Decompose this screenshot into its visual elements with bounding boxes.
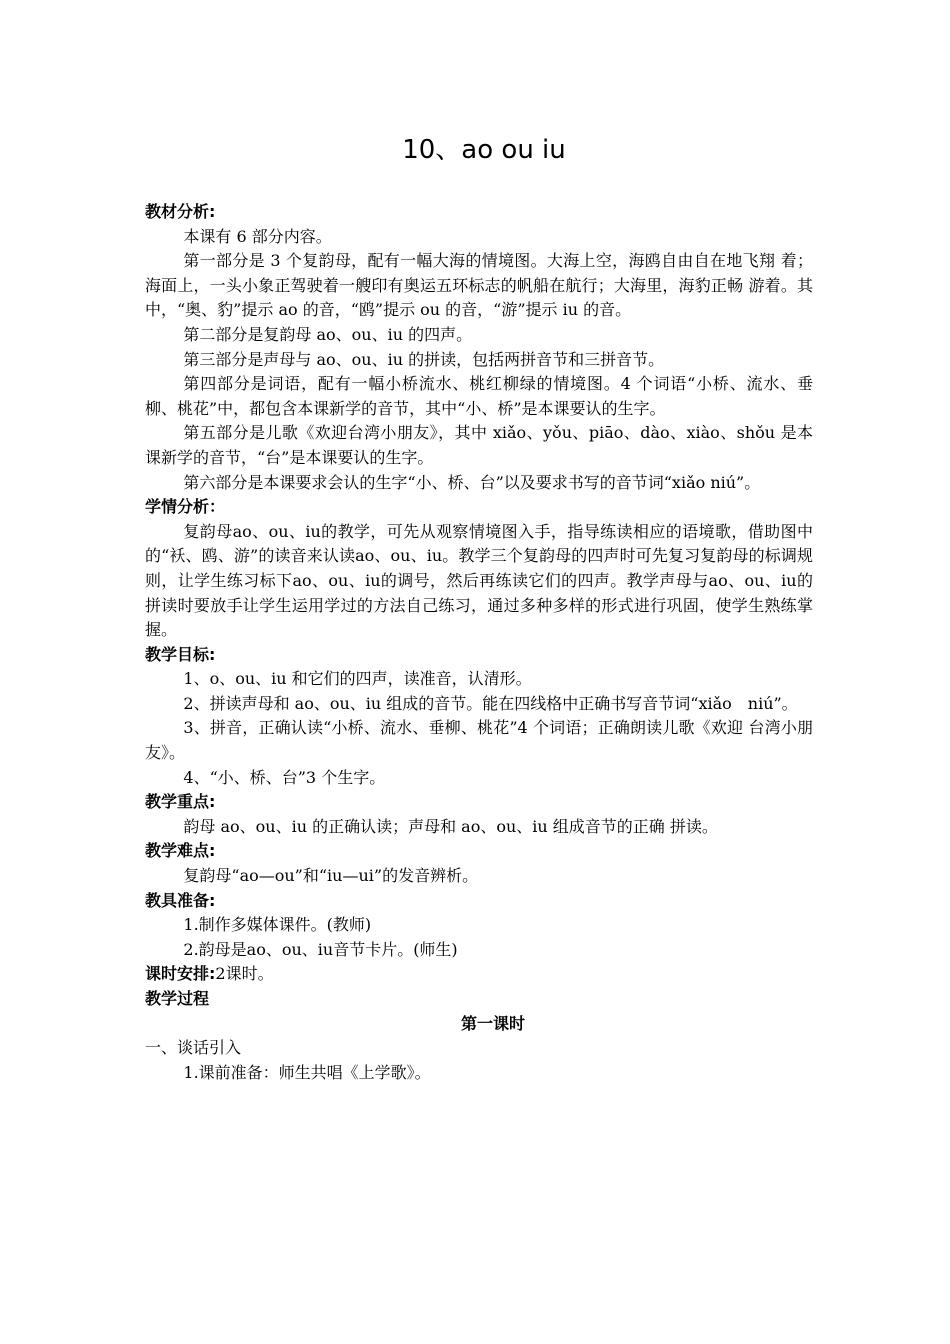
process-step: 一、谈话引入: [145, 1038, 242, 1058]
material-analysis-paragraph: 第一部分是 3 个复韵母，配有一幅大海的情境图。大海上空，海鸥自由自在地飞翔 着；海面上，一头小象正驾驶着一艘印有奥运五环标志的帆船在航行；大海里，海豹正畅 游着。其中，“奥、豹”提示 ao 的音，“鸥”提示 ou 的音，“游”提示 iu 的音。: [145, 251, 813, 320]
goal-item: 3、拼音，正确认读“小桥、流水、垂柳、桃花”4 个词语；正确朗读儿歌《欢迎 台湾小朋友》。: [145, 718, 813, 763]
key-points-paragraph: 韵母 ao、ou、iu 的正确认读；声母和 ao、ou、iu 组成音节的正确 拼读。: [183, 816, 718, 836]
material-analysis-paragraph: 第四部分是词语，配有一幅小桥流水、桃红柳绿的情境图。4 个词语“小桥、流水、垂柳、桃花”中，都包含本课新学的音节，其中“小、桥”是本课要认的生字。: [145, 374, 813, 418]
student-analysis-paragraph: 复韵母ao、ou、iu的教学，可先从观察情境图入手，指导练读相应的语境歌，借助图中的“袄、鸥、游”的读音来认读ao、ou、iu。教学三个复韵母的四声时可先复习复韵母的标调规则，让学生练习标下ao、ou、iu的调号，然后再练读它们的四声。教学声母与ao、ou、iu的拼读时要放手让学生运用学过的方法自己练习，通过多种多样的形式进行巩固，使学生熟练掌握。: [145, 521, 813, 640]
student-analysis-heading: 学情分析：: [145, 497, 226, 517]
materials-heading: 教具准备:: [145, 890, 216, 910]
key-points-heading: 教学重点:: [145, 792, 216, 812]
schedule-label: 课时安排:: [145, 964, 216, 984]
goals-heading: 教学目标:: [145, 644, 216, 664]
materials-item: 2.韵母是ao、ou、iu音节卡片。(师生): [183, 939, 458, 959]
material-analysis-paragraph: 第六部分是本课要求会认的生字“小、桥、台”以及要求书写的音节词“xiǎo niú”。: [183, 472, 761, 492]
difficulties-paragraph: 复韵母“ao—ou”和“iu—ui”的发音辨析。: [183, 866, 479, 886]
material-analysis-paragraph: 第二部分是复韵母 ao、ou、iu 的四声。: [183, 324, 473, 344]
goal-item: 4、“小、桥、台”3 个生字。: [183, 767, 386, 787]
difficulties-heading: 教学难点:: [145, 841, 216, 861]
document-title: 10、ao ou iu: [402, 135, 566, 165]
process-heading: 教学过程: [145, 989, 210, 1008]
goal-item: 1、o、ou、iu 和它们的四声，读准音，认清形。: [183, 669, 532, 689]
material-analysis-heading: 教材分析:: [145, 202, 216, 221]
materials-item: 1.制作多媒体课件。(教师): [183, 915, 372, 935]
document-page: [145, 130, 813, 1085]
goal-item: 2、拼读声母和 ao、ou、iu 组成的音节。能在四线格中正确书写音节词“xiǎo niú”。: [183, 693, 798, 713]
material-analysis-paragraph: 第五部分是儿歌《欢迎台湾小朋友》，其中 xiǎo、yǒu、piāo、dào、xiào、shǒu 是本课新学的音节，“台”是本课要认的生字。: [145, 423, 813, 467]
lesson-title: 第一课时: [460, 1013, 525, 1033]
material-analysis-paragraph: 本课有 6 部分内容。: [183, 226, 332, 246]
schedule-value: 2课时。: [215, 964, 274, 984]
process-step-item: 1.课前准备：师生共唱《上学歌》。: [183, 1062, 431, 1082]
schedule-line: [145, 962, 813, 987]
material-analysis-paragraph: 第三部分是声母与 ao、ou、iu 的拼读，包括两拼音节和三拼音节。: [183, 349, 665, 369]
